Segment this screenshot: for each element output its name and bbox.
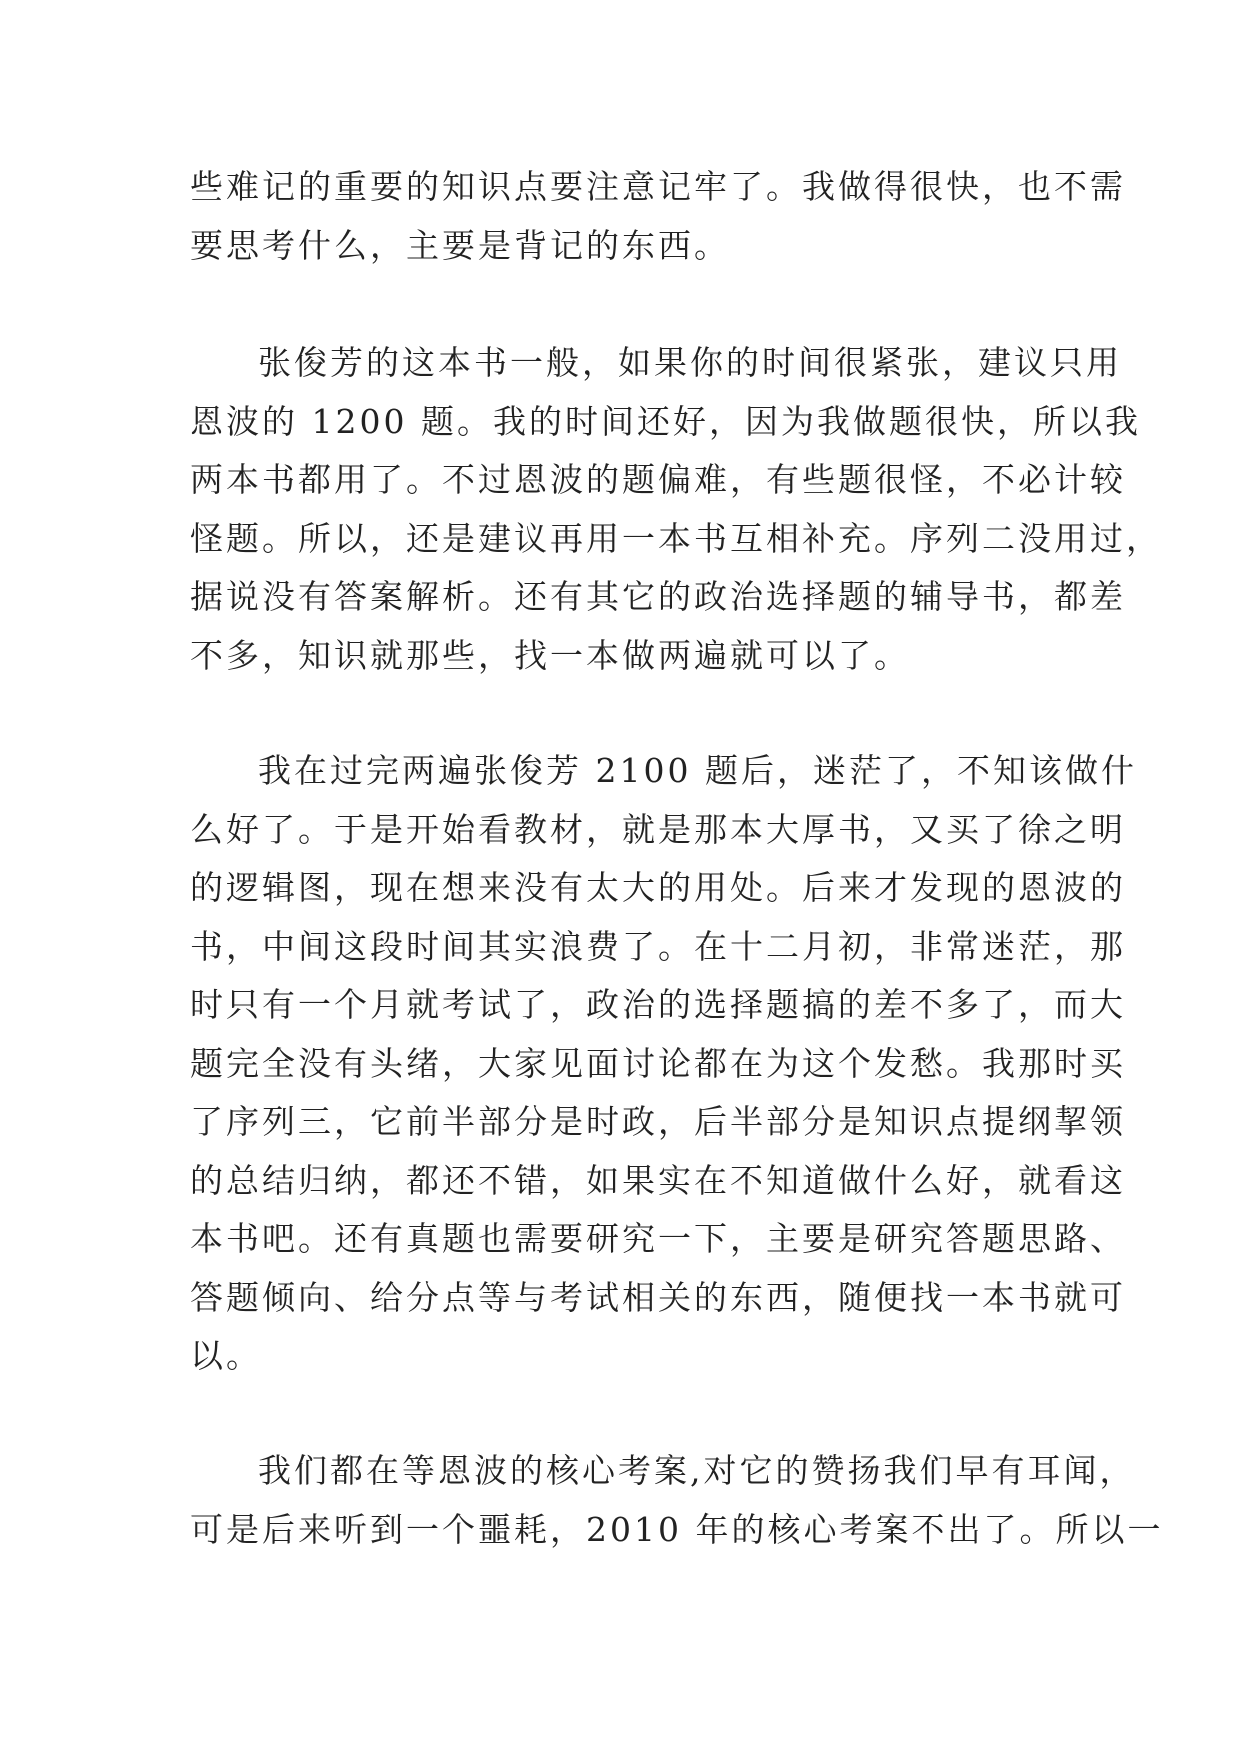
text-line: 些难记的重要的知识点要注意记牢了。我做得很快，也不需 [190, 167, 1126, 206]
text-line: 可是后来听到一个噩耗，2010 年的核心考案不出了。所以一 [190, 1509, 1164, 1549]
text-line: 我在过完两遍张俊芳 2100 题后，迷茫了，不知该做什 [258, 751, 1137, 790]
paragraph-1 [190, 158, 1126, 275]
paragraph-3 [190, 742, 1137, 1386]
paragraph-4 [190, 1442, 1164, 1559]
text-line: 么好了。于是开始看教材，就是那本大厚书，又买了徐之明 [190, 809, 1126, 849]
text-line: 书，中间这段时间其实浪费了。在十二月初，非常迷茫，那 [190, 926, 1126, 966]
text-line: 怪题。所以，还是建议再用一本书互相补充。序列二没用过， [190, 518, 1162, 558]
text-line: 不多，知识就那些，找一本做两遍就可以了。 [190, 635, 910, 675]
text-line: 了序列三，它前半部分是时政，后半部分是知识点提纲挈领 [190, 1102, 1126, 1141]
text-line: 要思考什么，主要是背记的东西。 [190, 225, 730, 265]
text-line: 以。 [190, 1336, 262, 1375]
text-line: 两本书都用了。不过恩波的题偏难，有些题很怪，不必计较 [190, 460, 1126, 499]
text-line: 本书吧。还有真题也需要研究一下，主要是研究答题思路、 [190, 1219, 1126, 1258]
text-line: 恩波的 1200 题。我的时间还好，因为我做题很快，所以我 [190, 401, 1141, 441]
text-line: 据说没有答案解析。还有其它的政治选择题的辅导书，都差 [190, 577, 1126, 616]
text-line: 答题倾向、给分点等与考试相关的东西，随便找一本书就可 [190, 1277, 1126, 1317]
text-line: 张俊芳的这本书一般，如果你的时间很紧张，建议只用 [258, 343, 1122, 382]
text-line: 题完全没有头绪，大家见面讨论都在为这个发愁。我那时买 [190, 1043, 1126, 1083]
text-line: 我们都在等恩波的核心考案,对它的赞扬我们早有耳闻， [258, 1451, 1136, 1490]
paragraph-2 [190, 334, 1162, 685]
text-line: 的逻辑图，现在想来没有太大的用处。后来才发现的恩波的 [190, 868, 1126, 907]
text-line: 时只有一个月就考试了，政治的选择题搞的差不多了，而大 [190, 985, 1126, 1024]
text-line: 的总结归纳，都还不错，如果实在不知道做什么好，就看这 [190, 1160, 1126, 1200]
